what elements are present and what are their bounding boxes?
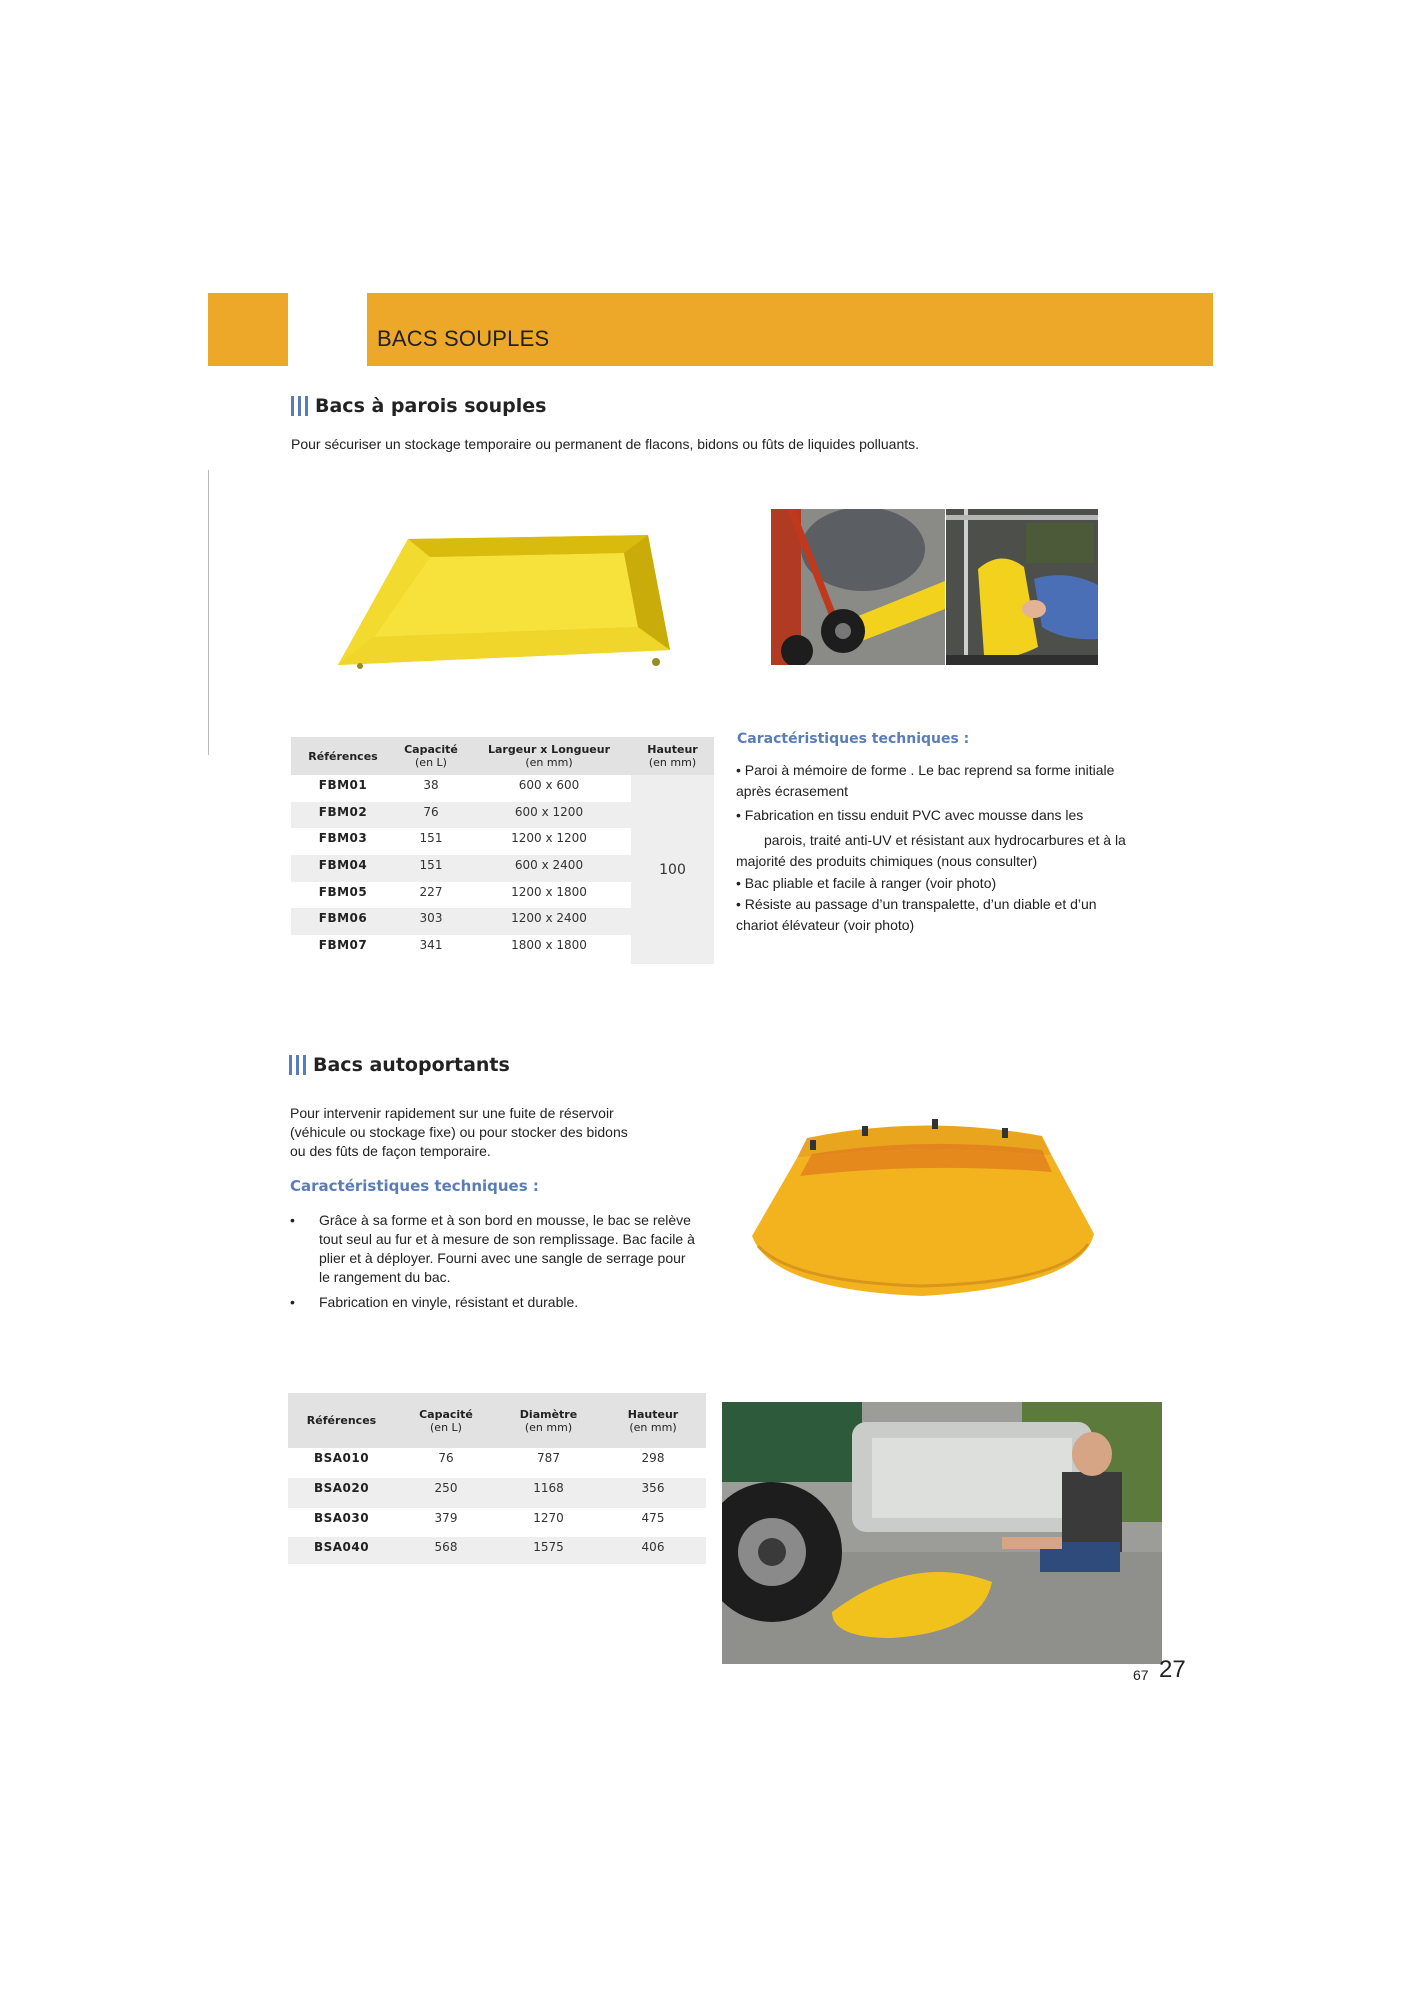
list-item: • Fabrication en vinyle, résistant et durable. — [288, 1293, 698, 1312]
section1-features-title: Caractéristiques techniques : — [737, 731, 970, 747]
section1-title — [291, 395, 546, 417]
flexible-trays-table — [291, 737, 714, 964]
section1-feature-line: chariot élévateur (voir photo) — [736, 917, 915, 933]
section2-intro-line: ou des fûts de façon temporaire. — [290, 1143, 491, 1159]
table-row: FBM03 151 1200 x 1200 — [318, 831, 587, 845]
section1-feature-line: • Résiste au passage d’un transpalette, d’un diable et d’un — [736, 896, 1097, 912]
section1-feature-line: • Fabrication en tissu enduit PVC avec mousse dans les — [736, 807, 1084, 823]
section-bars-icon — [289, 1055, 306, 1075]
height-value: 100 — [631, 775, 714, 964]
section1-feature-line: • Paroi à mémoire de forme . Le bac reprend sa forme initiale — [736, 762, 1115, 778]
section1-feature-line: parois, traité anti-UV et résistant aux hydrocarbures et à la — [764, 832, 1126, 848]
section2-features-title: Caractéristiques techniques : — [290, 1177, 539, 1195]
section1-title-text: Bacs à parois souples — [315, 395, 547, 417]
section2-intro-line: (véhicule ou stockage fixe) ou pour stocker des bidons — [290, 1124, 628, 1140]
col-header-references: Références — [288, 1393, 395, 1448]
section2-title — [289, 1054, 510, 1076]
table-row: FBM07 341 1800 x 1800 — [318, 938, 587, 952]
list-item: • Grâce à sa forme et à son bord en mousse, le bac se relève tout seul au fur et à mesure de son remplissage. Bac facile à plier et à déployer. Fourni avec une sangle de serrage pour le rangement du bac. — [288, 1211, 698, 1287]
col-header-references: Références — [291, 737, 395, 775]
section2-feature-list — [288, 1211, 698, 1318]
table-row: FBM05 227 1200 x 1800 — [318, 885, 587, 899]
section1-intro: Pour sécuriser un stockage temporaire ou permanent de flacons, bidons ou fûts de liquides polluants. — [291, 436, 920, 452]
section1-feature-line: après écrasement — [736, 783, 849, 799]
section2-title-text: Bacs autoportants — [313, 1054, 510, 1076]
flexible-tray-image — [338, 525, 670, 677]
col-header-diameter: Diamètre (en mm) — [497, 1393, 600, 1448]
truck-tank-photo — [722, 1402, 1162, 1664]
col-header-dimensions: Largeur x Longueur (en mm) — [467, 737, 631, 775]
col-header-height: Hauteur (en mm) — [631, 737, 714, 775]
table-row: FBM06 303 1200 x 2400 — [291, 908, 714, 935]
section-bars-icon — [291, 396, 308, 416]
table-row: FBM04 151 600 x 2400 — [291, 855, 714, 882]
col-header-capacity: Capacité (en L) — [395, 1393, 497, 1448]
col-header-height: Hauteur (en mm) — [600, 1393, 706, 1448]
section2-intro-line: Pour intervenir rapidement sur une fuite de réservoir — [290, 1105, 614, 1121]
table-row: FBM02 76 600 x 1200 — [291, 802, 714, 828]
popup-tanks-table — [288, 1393, 706, 1564]
table-row: BSA020 250 1168 356 — [288, 1478, 706, 1508]
hand-truck-photo — [771, 509, 945, 665]
section1-feature-line: majorité des produits chimiques (nous consulter) — [736, 853, 1038, 869]
popup-tank-image — [752, 1106, 1094, 1303]
banner-accent-block — [208, 293, 288, 366]
table-row: FBM01 38 600 x 600 100 — [291, 775, 714, 802]
col-header-capacity: Capacité (en L) — [395, 737, 467, 775]
section1-feature-line: • Bac pliable et facile à ranger (voir photo) — [736, 875, 997, 891]
page-number-small: 67 — [1133, 1667, 1149, 1683]
margin-divider — [208, 470, 209, 755]
banner-title: BACS SOUPLES — [377, 326, 550, 351]
page-number-large: 27 — [1159, 1656, 1186, 1683]
table-row: BSA010 76 787 298 — [313, 1451, 665, 1465]
table-row: BSA030 379 1270 475 — [313, 1511, 665, 1525]
folded-tray-photo — [946, 509, 1098, 665]
table-row: BSA040 568 1575 406 — [288, 1537, 706, 1564]
